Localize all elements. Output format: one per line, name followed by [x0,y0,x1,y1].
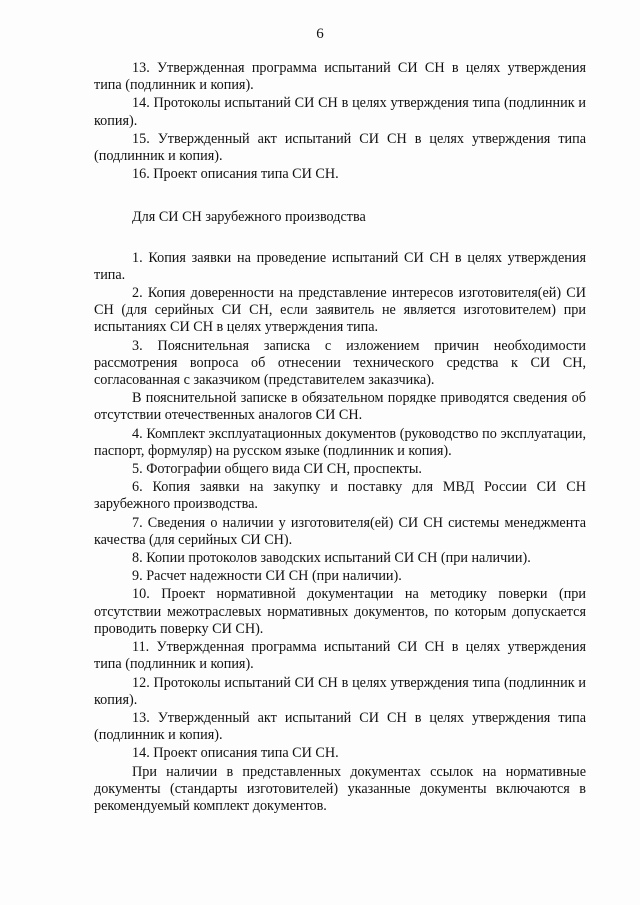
list-item: 4. Комплект эксплуатационных документов (руководство по эксплуатации, паспорт, формуляр) на русском языке (подлинник и копия). [94,425,586,459]
list-item: 10. Проект нормативной документации на методику поверки (при отсутствии межотраслевых нормативных документов, по которым допускается проводить поверку СИ СН). [94,586,586,637]
paragraph: При наличии в представленных документах ссылок на нормативные документы (стандарты изготовителей) указанные документы включаются в рекомендуемый комплект документов. [94,763,586,814]
list-item: 11. Утвержденная программа испытаний СИ СН в целях утверждения типа (подлинник и копия). [94,639,586,673]
list-item: 8. Копии протоколов заводских испытаний СИ СН (при наличии). [132,550,531,567]
list-item: 6. Копия заявки на закупку и поставку для МВД России СИ СН зарубежного производства. [94,479,586,513]
list-item: 15. Утвержденный акт испытаний СИ СН в целях утверждения типа (подлинник и копия). [94,130,586,165]
list-item: 7. Сведения о наличии у изготовителя(ей) СИ СН системы менеджмента качества (для серийных СИ СН). [94,514,586,548]
list-item: 9. Расчет надежности СИ СН (при наличии). [132,568,402,585]
page-number: 6 [316,26,324,42]
list-item: 13. Утвержденная программа испытаний СИ СН в целях утверждения типа (подлинник и копия). [94,60,586,94]
list-item: 16. Проект описания типа СИ СН. [132,166,339,183]
list-item: 5. Фотографии общего вида СИ СН, проспекты. [132,461,422,478]
document-body [94,60,586,816]
list-item: 12. Протоколы испытаний СИ СН в целях утверждения типа (подлинник и копия). [94,674,586,708]
paragraph: В пояснительной записке в обязательном порядке приводятся сведения об отсутствии отечественных аналогов СИ СН. [94,390,586,424]
list-item: 1. Копия заявки на проведение испытаний СИ СН в целях утверждения типа. [94,249,586,283]
list-item: 3. Пояснительная записка с изложением причин необходимости рассмотрения вопроса об отнесении технического средства к СИ СН, согласованная с заказчиком (представителем заказчика). [94,337,586,389]
section-heading: Для СИ СН зарубежного производства [132,209,366,226]
list-item: 14. Протоколы испытаний СИ СН в целях утверждения типа (подлинник и копия). [94,95,586,129]
list-item: 2. Копия доверенности на представление интересов изготовителя(ей) СИ СН (для серийных СИ СН, если заявитель не является изготовителем) при испытаниях СИ СН в целях утверждения типа. [94,285,586,336]
list-item: 14. Проект описания типа СИ СН. [132,745,339,762]
list-item: 13. Утвержденный акт испытаний СИ СН в целях утверждения типа (подлинник и копия). [94,709,586,744]
